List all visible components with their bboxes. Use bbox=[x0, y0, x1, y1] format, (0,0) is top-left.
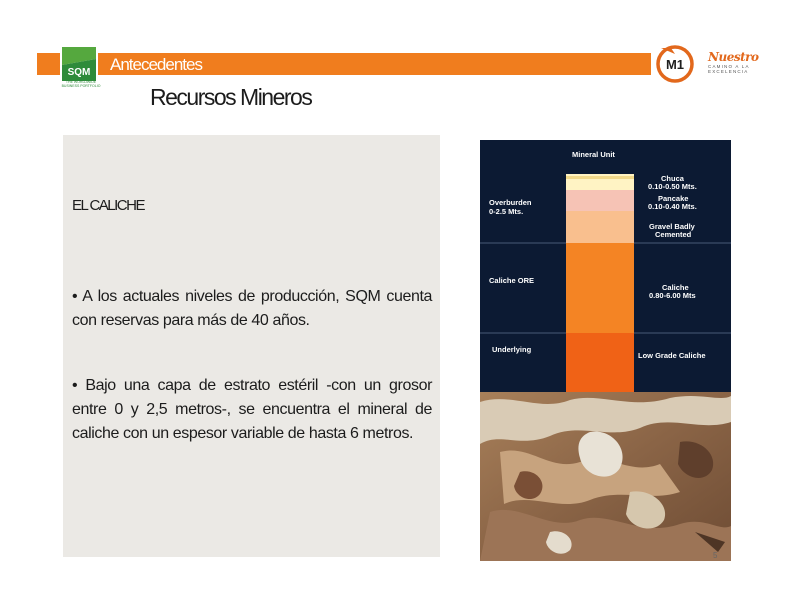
sqm-wordmark: SQM bbox=[67, 67, 91, 78]
label-chuca: Chuca bbox=[661, 174, 684, 183]
strata-diagram bbox=[480, 140, 731, 392]
strata-header: Mineral Unit bbox=[572, 150, 615, 159]
label-chuca-range: 0.10-0.50 Mts. bbox=[648, 182, 697, 191]
label-underlying: Underlying bbox=[492, 345, 532, 354]
label-pancake-range: 0.10-0.40 Mts. bbox=[648, 202, 697, 211]
content-heading: EL CALICHE bbox=[72, 197, 144, 214]
m1-logo bbox=[655, 44, 705, 84]
page-subtitle: Recursos Mineros bbox=[150, 84, 312, 110]
sqm-tagline: THE WORLDWIDE BUSINESS PORTFOLIO bbox=[61, 80, 101, 88]
page-number: 5 bbox=[713, 551, 718, 560]
m1-mark: M1 bbox=[665, 57, 685, 72]
section-title: Antecedentes bbox=[110, 55, 202, 74]
label-overburden-range: 0-2.5 Mts. bbox=[489, 207, 524, 216]
label-gravel-2: Cemented bbox=[655, 230, 692, 239]
m1-brand: Nuestro bbox=[708, 50, 759, 64]
label-caliche-range: 0.80-6.00 Mts bbox=[649, 291, 696, 300]
m1-tagline: CAMINO A LA EXCELENCIA bbox=[708, 64, 750, 74]
caliche-rock-photo bbox=[480, 392, 731, 561]
label-overburden: Overburden bbox=[489, 198, 532, 207]
label-caliche: Caliche bbox=[662, 283, 689, 292]
layer-chuca-crust bbox=[566, 176, 634, 179]
bullet-strata: • Bajo una capa de estrato estéril -con un grosor entre 0 y 2,5 metros-, se encuentra el mineral de caliche con un espesor variable de hasta 6 metros. bbox=[72, 377, 432, 442]
layer-pancake bbox=[566, 190, 634, 211]
bullet-reserves: • A los actuales niveles de producción, SQM cuenta con reservas para más de 40 años. bbox=[72, 288, 432, 329]
label-low-grade: Low Grade Caliche bbox=[638, 351, 706, 360]
layer-gravel bbox=[566, 211, 634, 243]
label-pancake: Pancake bbox=[658, 194, 689, 203]
label-caliche-ore: Caliche ORE bbox=[489, 276, 535, 285]
layer-low-grade bbox=[566, 333, 634, 392]
sqm-logo bbox=[60, 45, 98, 83]
label-gravel: Gravel Badly bbox=[649, 222, 695, 231]
layer-caliche bbox=[566, 243, 634, 333]
